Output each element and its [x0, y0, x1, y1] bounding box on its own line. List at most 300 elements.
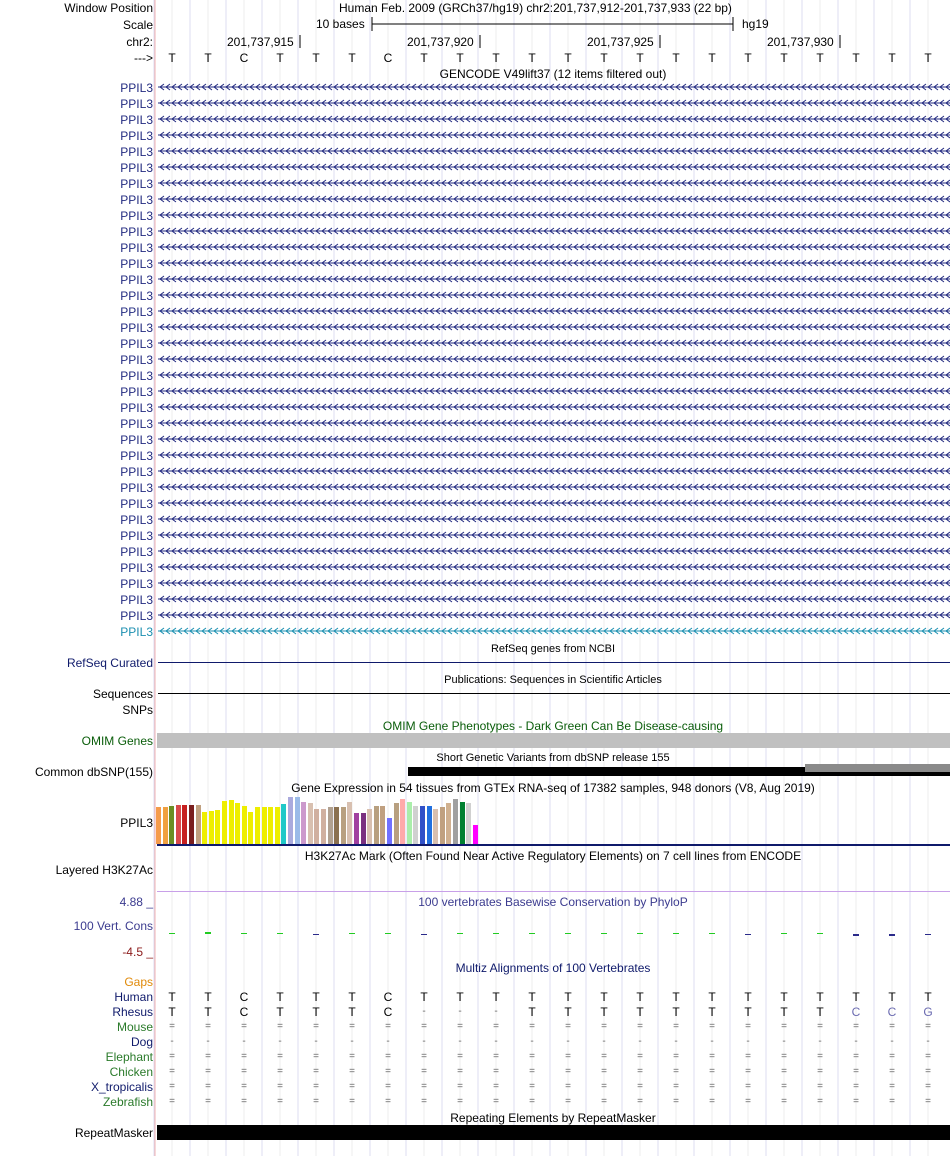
phylop-score-bar	[709, 933, 715, 934]
gtex-tissue-bar[interactable]	[182, 805, 187, 844]
alignment-base: =	[709, 1066, 715, 1077]
alignment-base: T	[636, 990, 644, 1004]
gtex-tissue-bar[interactable]	[281, 804, 286, 844]
sequence-base: T	[816, 51, 824, 65]
alignment-base: T	[168, 1005, 176, 1019]
alignment-base: -	[170, 1036, 174, 1047]
gtex-tissue-bar[interactable]	[202, 812, 207, 844]
publications-track-title[interactable]: Publications: Sequences in Scientific Articles	[444, 674, 662, 686]
alignment-base: =	[817, 1081, 823, 1092]
gtex-tissue-bar[interactable]	[301, 802, 306, 844]
alignment-base: T	[636, 1005, 644, 1019]
sequence-base: T	[276, 51, 284, 65]
species-label[interactable]: Rhesus	[112, 1005, 153, 1019]
alignment-base: =	[313, 1021, 319, 1032]
alignment-base: =	[853, 1096, 859, 1107]
sequence-base: T	[420, 51, 428, 65]
sequence-base: T	[636, 51, 644, 65]
publications-track-line	[158, 693, 950, 694]
gtex-tissue-bar[interactable]	[460, 802, 465, 844]
gtex-tissue-bar[interactable]	[169, 806, 174, 844]
alignment-base: =	[673, 1096, 679, 1107]
repeatmasker-track-label[interactable]: RepeatMasker	[74, 1126, 153, 1140]
gencode-transcript-label[interactable]: PPIL3	[120, 513, 153, 527]
species-label[interactable]: Zebrafish	[102, 1095, 153, 1109]
alignment-base: -	[350, 1036, 354, 1047]
gtex-tissue-bar[interactable]	[354, 813, 359, 844]
phylop-score-bar	[349, 933, 355, 934]
alignment-base: =	[457, 1096, 463, 1107]
gtex-tissue-bar[interactable]	[394, 803, 399, 844]
gtex-tissue-bar[interactable]	[433, 809, 438, 844]
alignment-base: =	[673, 1021, 679, 1032]
gaps-label[interactable]: Gaps	[124, 975, 153, 989]
position-text: Human Feb. 2009 (GRCh37/hg19) chr2:201,737,912-201,737,933 (22 bp)	[339, 1, 732, 15]
phylop-score-bar	[817, 933, 823, 934]
alignment-base: =	[385, 1081, 391, 1092]
alignment-base: T	[312, 990, 320, 1004]
phylop-score-bar	[277, 933, 283, 934]
gencode-transcript-label[interactable]: PPIL3	[120, 401, 153, 415]
alignment-base: -	[314, 1036, 318, 1047]
alignment-base: =	[565, 1021, 571, 1032]
alignment-base: =	[457, 1021, 463, 1032]
alignment-base: =	[385, 1066, 391, 1077]
alignment-base: =	[745, 1021, 751, 1032]
alignment-base: =	[349, 1096, 355, 1107]
alignment-base: =	[709, 1021, 715, 1032]
phylop-score-bar	[421, 934, 427, 935]
gencode-transcript-label[interactable]: PPIL3	[120, 609, 153, 623]
refseq-track-title[interactable]: RefSeq genes from NCBI	[490, 643, 616, 655]
phylop-score-bar	[853, 934, 859, 936]
alignment-base: -	[818, 1036, 822, 1047]
alignment-base: T	[672, 1005, 680, 1019]
alignment-base: =	[529, 1096, 535, 1107]
alignment-base: -	[278, 1036, 282, 1047]
species-label[interactable]: Elephant	[105, 1050, 153, 1064]
alignment-base: T	[816, 1005, 824, 1019]
alignment-base: =	[313, 1066, 319, 1077]
alignment-base: T	[708, 1005, 716, 1019]
alignment-base: -	[602, 1036, 606, 1047]
alignment-base: =	[349, 1066, 355, 1077]
gencode-transcript-label[interactable]: PPIL3	[120, 497, 153, 511]
alignment-base: T	[204, 1005, 212, 1019]
gtex-tissue-bar[interactable]	[295, 797, 300, 844]
gencode-transcript-label[interactable]: PPIL3	[120, 145, 153, 159]
sequence-base: T	[852, 51, 860, 65]
phylop-score-bar	[781, 933, 787, 934]
alignment-base: C	[239, 1005, 249, 1019]
alignment-base: =	[709, 1096, 715, 1107]
omim-track-label[interactable]: OMIM Genes	[81, 734, 153, 748]
alignment-base: =	[241, 1066, 247, 1077]
alignment-base: -	[458, 1006, 462, 1017]
alignment-base: T	[708, 990, 716, 1004]
alignment-base: =	[421, 1096, 427, 1107]
alignment-base: =	[745, 1051, 751, 1062]
alignment-base: =	[781, 1066, 787, 1077]
gencode-transcript-label[interactable]: PPIL3	[120, 257, 153, 271]
gencode-transcript-label[interactable]: PPIL3	[120, 545, 153, 559]
gencode-transcript-label[interactable]: PPIL3	[120, 241, 153, 255]
alignment-base: =	[745, 1081, 751, 1092]
gtex-tissue-bar[interactable]	[413, 806, 418, 844]
gtex-tissue-bar[interactable]	[248, 812, 253, 844]
publications-track-label[interactable]: Sequences	[92, 687, 153, 701]
scale-label: Scale	[122, 18, 153, 32]
phylop-score-bar	[889, 934, 895, 936]
sequence-base: T	[564, 51, 572, 65]
gtex-tissue-bar[interactable]	[209, 811, 214, 844]
alignment-base: T	[276, 1005, 284, 1019]
alignment-base: =	[277, 1081, 283, 1092]
gencode-transcript-label[interactable]: PPIL3	[120, 321, 153, 335]
alignment-base: T	[600, 1005, 608, 1019]
alignment-base: =	[493, 1066, 499, 1077]
alignment-base: C	[851, 1005, 861, 1019]
alignment-base: -	[242, 1036, 246, 1047]
alignment-base: -	[674, 1036, 678, 1047]
gtex-tissue-bar[interactable]	[374, 806, 379, 844]
alignment-base: T	[744, 1005, 752, 1019]
alignment-base: =	[493, 1081, 499, 1092]
h3k27ac-signal-line	[157, 891, 950, 892]
alignment-base: =	[457, 1081, 463, 1092]
alignment-base: =	[601, 1051, 607, 1062]
gtex-tissue-bar[interactable]	[334, 807, 339, 844]
alignment-base: -	[566, 1036, 570, 1047]
alignment-base: =	[637, 1021, 643, 1032]
phylop-track-title[interactable]: 100 vertebrates Basewise Conservation by PhyloP	[418, 895, 688, 909]
alignment-base: =	[385, 1051, 391, 1062]
phylop-score-bar	[169, 933, 175, 934]
sequence-base: T	[348, 51, 356, 65]
phylop-min-label: -4.5 _	[122, 945, 153, 959]
alignment-base: T	[888, 990, 896, 1004]
alignment-base: T	[924, 990, 932, 1004]
gtex-tissue-bar[interactable]	[367, 809, 372, 844]
alignment-base: T	[204, 990, 212, 1004]
alignment-base: G	[923, 1005, 933, 1019]
alignment-base: -	[926, 1036, 930, 1047]
gencode-transcript-arrows[interactable]	[156, 80, 950, 644]
gtex-tissue-bar[interactable]	[387, 818, 392, 844]
alignment-base: =	[205, 1066, 211, 1077]
h3k27ac-track-title[interactable]: H3K27Ac Mark (Often Found Near Active Regulatory Elements) on 7 cell lines from ENCODE	[304, 849, 802, 863]
gtex-tissue-bar[interactable]	[321, 809, 326, 844]
gtex-tissue-bar[interactable]	[288, 797, 293, 844]
gencode-transcript-label[interactable]: PPIL3	[120, 561, 153, 575]
phylop-score-bar	[925, 934, 931, 935]
sequence-base: T	[708, 51, 716, 65]
dbsnp-track-label[interactable]: Common dbSNP(155)	[34, 765, 153, 779]
gtex-track-label[interactable]: PPIL3	[120, 816, 153, 830]
alignment-base: -	[638, 1036, 642, 1047]
alignment-base: =	[781, 1051, 787, 1062]
alignment-base: =	[421, 1081, 427, 1092]
repeatmasker-feature-bar[interactable]	[157, 1125, 950, 1140]
alignment-base: C	[383, 990, 393, 1004]
gencode-transcript-label[interactable]: PPIL3	[120, 369, 153, 383]
phylop-score-bar	[637, 933, 643, 934]
alignment-base: -	[494, 1006, 498, 1017]
alignment-base: =	[637, 1051, 643, 1062]
snps-track-label[interactable]: SNPs	[122, 703, 153, 717]
sequence-base: T	[924, 51, 932, 65]
alignment-base: =	[277, 1021, 283, 1032]
refseq-track-label[interactable]: RefSeq Curated	[66, 656, 153, 670]
gtex-tissue-bar[interactable]	[361, 813, 366, 844]
gtex-tissue-bar[interactable]	[189, 805, 194, 844]
sequence-base: T	[780, 51, 788, 65]
gtex-tissue-bar[interactable]	[176, 805, 181, 844]
alignment-base: =	[529, 1081, 535, 1092]
chrom-label: chr2:	[126, 35, 153, 49]
dbsnp-track-title[interactable]: Short Genetic Variants from dbSNP release 155	[436, 752, 670, 764]
alignment-base: T	[528, 1005, 536, 1019]
alignment-base: =	[169, 1081, 175, 1092]
alignment-base: =	[745, 1066, 751, 1077]
gencode-transcript-label[interactable]: PPIL3	[120, 385, 153, 399]
gtex-tissue-bar[interactable]	[420, 806, 425, 844]
alignment-base: =	[349, 1021, 355, 1032]
species-label[interactable]: Chicken	[109, 1065, 153, 1079]
gtex-tissue-bar[interactable]	[156, 807, 161, 844]
gtex-tissue-bar[interactable]	[308, 803, 313, 844]
omim-track-title[interactable]: OMIM Gene Phenotypes - Dark Green Can Be Disease-causing	[382, 719, 724, 733]
gencode-track-title[interactable]: GENCODE V49lift37 (12 items filtered out)	[439, 67, 667, 81]
species-label[interactable]: Mouse	[116, 1020, 153, 1034]
alignment-base: =	[241, 1021, 247, 1032]
sequence-base: T	[204, 51, 212, 65]
phylop-score-bar	[565, 933, 571, 934]
alignment-base: =	[421, 1051, 427, 1062]
gencode-transcript-label[interactable]: PPIL3	[120, 97, 153, 111]
gencode-transcript-label[interactable]: PPIL3	[120, 433, 153, 447]
alignment-base: =	[817, 1066, 823, 1077]
phylop-score-bar	[241, 933, 247, 934]
alignment-base: =	[277, 1051, 283, 1062]
alignment-base: -	[422, 1036, 426, 1047]
gtex-tissue-bar[interactable]	[215, 810, 220, 844]
alignment-base: T	[600, 990, 608, 1004]
alignment-base: =	[637, 1081, 643, 1092]
alignment-base: =	[313, 1051, 319, 1062]
alignment-base: =	[313, 1081, 319, 1092]
alignment-base: T	[420, 990, 428, 1004]
gencode-transcript-label[interactable]: PPIL3	[120, 305, 153, 319]
gtex-tissue-bar[interactable]	[262, 807, 267, 844]
alignment-base: -	[530, 1036, 534, 1047]
alignment-base: T	[276, 990, 284, 1004]
gencode-transcript-label[interactable]: PPIL3	[120, 193, 153, 207]
gtex-tissue-bar[interactable]	[328, 807, 333, 844]
alignment-base: C	[383, 1005, 393, 1019]
gencode-transcript-label[interactable]: PPIL3	[120, 337, 153, 351]
gencode-transcript-label[interactable]: PPIL3	[120, 273, 153, 287]
gtex-tissue-bar[interactable]	[275, 807, 280, 844]
gtex-tissue-bar[interactable]	[446, 803, 451, 844]
gencode-transcript-label[interactable]: PPIL3	[120, 481, 153, 495]
alignment-base: =	[925, 1081, 931, 1092]
phylop-score-bar	[601, 933, 607, 934]
alignment-base: -	[746, 1036, 750, 1047]
dbsnp-variant-bar[interactable]	[805, 764, 950, 772]
alignment-base: =	[889, 1051, 895, 1062]
gencode-transcript-label[interactable]: PPIL3	[120, 113, 153, 127]
gencode-transcript-label[interactable]: PPIL3	[120, 129, 153, 143]
phylop-score-bar	[745, 934, 751, 935]
multiz-track-title[interactable]: Multiz Alignments of 100 Vertebrates	[455, 961, 651, 975]
gtex-tissue-bar[interactable]	[466, 803, 471, 844]
gtex-tissue-bar[interactable]	[473, 825, 478, 844]
alignment-base: T	[528, 990, 536, 1004]
repeatmasker-track-title[interactable]: Repeating Elements by RepeatMasker	[450, 1111, 656, 1125]
alignment-base: =	[493, 1021, 499, 1032]
gtex-track-title[interactable]: Gene Expression in 54 tissues from GTEx RNA-seq of 17382 samples, 948 donors (V8, Aug 2019)	[291, 781, 815, 795]
coord-tick-label: 201,737,930	[767, 35, 834, 49]
alignment-base: T	[780, 1005, 788, 1019]
alignment-base: =	[817, 1096, 823, 1107]
alignment-base: =	[205, 1021, 211, 1032]
alignment-base: =	[421, 1021, 427, 1032]
alignment-base: =	[889, 1081, 895, 1092]
alignment-base: =	[601, 1066, 607, 1077]
gencode-transcript-label[interactable]: PPIL3	[120, 577, 153, 591]
gencode-transcript-label[interactable]: PPIL3	[120, 177, 153, 191]
alignment-base: T	[456, 990, 464, 1004]
alignment-base: -	[422, 1006, 426, 1017]
species-label[interactable]: Human	[114, 990, 153, 1004]
alignment-base: =	[277, 1066, 283, 1077]
phylop-track-label[interactable]: 100 Vert. Cons	[73, 919, 153, 933]
gtex-tissue-bar[interactable]	[440, 807, 445, 844]
alignment-base: =	[529, 1051, 535, 1062]
alignment-base: =	[169, 1096, 175, 1107]
gencode-transcript-label[interactable]: PPIL3	[120, 209, 153, 223]
gtex-tissue-bar[interactable]	[235, 803, 240, 844]
gtex-tissue-bar[interactable]	[453, 799, 458, 844]
alignment-base: =	[241, 1051, 247, 1062]
gtex-tissue-bar[interactable]	[268, 807, 273, 844]
gtex-tissue-bar[interactable]	[163, 807, 168, 844]
species-label[interactable]: X_tropicalis	[90, 1080, 153, 1094]
alignment-base: T	[564, 990, 572, 1004]
gtex-tissue-bar[interactable]	[407, 802, 412, 844]
alignment-base: =	[781, 1021, 787, 1032]
alignment-base: =	[313, 1096, 319, 1107]
omim-feature-bar[interactable]	[157, 733, 950, 748]
gtex-tissue-bar[interactable]	[255, 807, 260, 844]
alignment-base: =	[241, 1096, 247, 1107]
alignment-base: T	[816, 990, 824, 1004]
alignment-base: =	[601, 1081, 607, 1092]
sequence-base: T	[492, 51, 500, 65]
alignment-base: =	[205, 1096, 211, 1107]
phylop-score-bar	[385, 933, 391, 934]
alignment-base: =	[673, 1066, 679, 1077]
alignment-base: =	[277, 1096, 283, 1107]
alignment-base: =	[781, 1096, 787, 1107]
alignment-base: =	[457, 1051, 463, 1062]
phylop-score-bar	[205, 932, 211, 934]
gtex-tissue-bar[interactable]	[196, 805, 201, 844]
coord-tick-label: 201,737,925	[587, 35, 654, 49]
alignment-base: T	[348, 990, 356, 1004]
gtex-tissue-bar[interactable]	[222, 801, 227, 844]
alignment-base: =	[925, 1096, 931, 1107]
alignment-base: =	[205, 1051, 211, 1062]
alignment-base: =	[673, 1051, 679, 1062]
gencode-transcript-label[interactable]: PPIL3	[120, 289, 153, 303]
gencode-transcript-label[interactable]: PPIL3	[120, 81, 153, 95]
gencode-transcript-label[interactable]: PPIL3	[120, 353, 153, 367]
assembly-label: hg19	[742, 17, 769, 31]
alignment-base: =	[889, 1096, 895, 1107]
alignment-base: =	[241, 1081, 247, 1092]
alignment-base: =	[853, 1021, 859, 1032]
alignment-base: T	[168, 990, 176, 1004]
gencode-transcript-label[interactable]: PPIL3	[120, 593, 153, 607]
gencode-transcript-label[interactable]: PPIL3	[120, 465, 153, 479]
gtex-tissue-bar[interactable]	[242, 806, 247, 844]
species-label[interactable]: Dog	[130, 1035, 153, 1049]
phylop-score-bar	[493, 933, 499, 934]
alignment-base: =	[457, 1066, 463, 1077]
alignment-base: =	[565, 1051, 571, 1062]
gencode-transcript-label[interactable]: PPIL3	[120, 161, 153, 175]
gtex-tissue-bar[interactable]	[427, 806, 432, 844]
alignment-base: T	[312, 1005, 320, 1019]
alignment-base: -	[710, 1036, 714, 1047]
phylop-max-label: 4.88 _	[119, 895, 153, 909]
alignment-base: =	[565, 1081, 571, 1092]
alignment-base: =	[493, 1096, 499, 1107]
sequence-base: C	[383, 51, 393, 65]
gtex-tissue-bar[interactable]	[229, 800, 234, 844]
alignment-base: =	[709, 1081, 715, 1092]
alignment-base: =	[349, 1051, 355, 1062]
sequence-base: T	[168, 51, 176, 65]
alignment-base: =	[853, 1081, 859, 1092]
gtex-tissue-bar[interactable]	[341, 807, 346, 844]
sequence-base: C	[239, 51, 249, 65]
gencode-transcript-label[interactable]: PPIL3	[120, 225, 153, 239]
gtex-tissue-bar[interactable]	[314, 809, 319, 844]
gtex-tissue-bar[interactable]	[347, 802, 352, 844]
alignment-base: T	[852, 990, 860, 1004]
alignment-base: =	[637, 1096, 643, 1107]
alignment-base: -	[854, 1036, 858, 1047]
alignment-base: -	[782, 1036, 786, 1047]
gtex-gene-line	[157, 844, 950, 846]
alignment-base: =	[889, 1021, 895, 1032]
gencode-transcript-label[interactable]: PPIL3	[120, 529, 153, 543]
alignment-base: =	[493, 1051, 499, 1062]
gtex-tissue-bar[interactable]	[400, 799, 405, 844]
alignment-base: =	[169, 1051, 175, 1062]
gencode-transcript-label[interactable]: PPIL3	[120, 417, 153, 431]
alignment-base: =	[385, 1096, 391, 1107]
gtex-tissue-bar[interactable]	[380, 806, 385, 844]
gencode-transcript-label[interactable]: PPIL3	[120, 449, 153, 463]
alignment-base: =	[205, 1081, 211, 1092]
gencode-transcript-label[interactable]: PPIL3	[120, 625, 153, 639]
alignment-base: =	[925, 1021, 931, 1032]
h3k27ac-track-label[interactable]: Layered H3K27Ac	[55, 863, 153, 877]
